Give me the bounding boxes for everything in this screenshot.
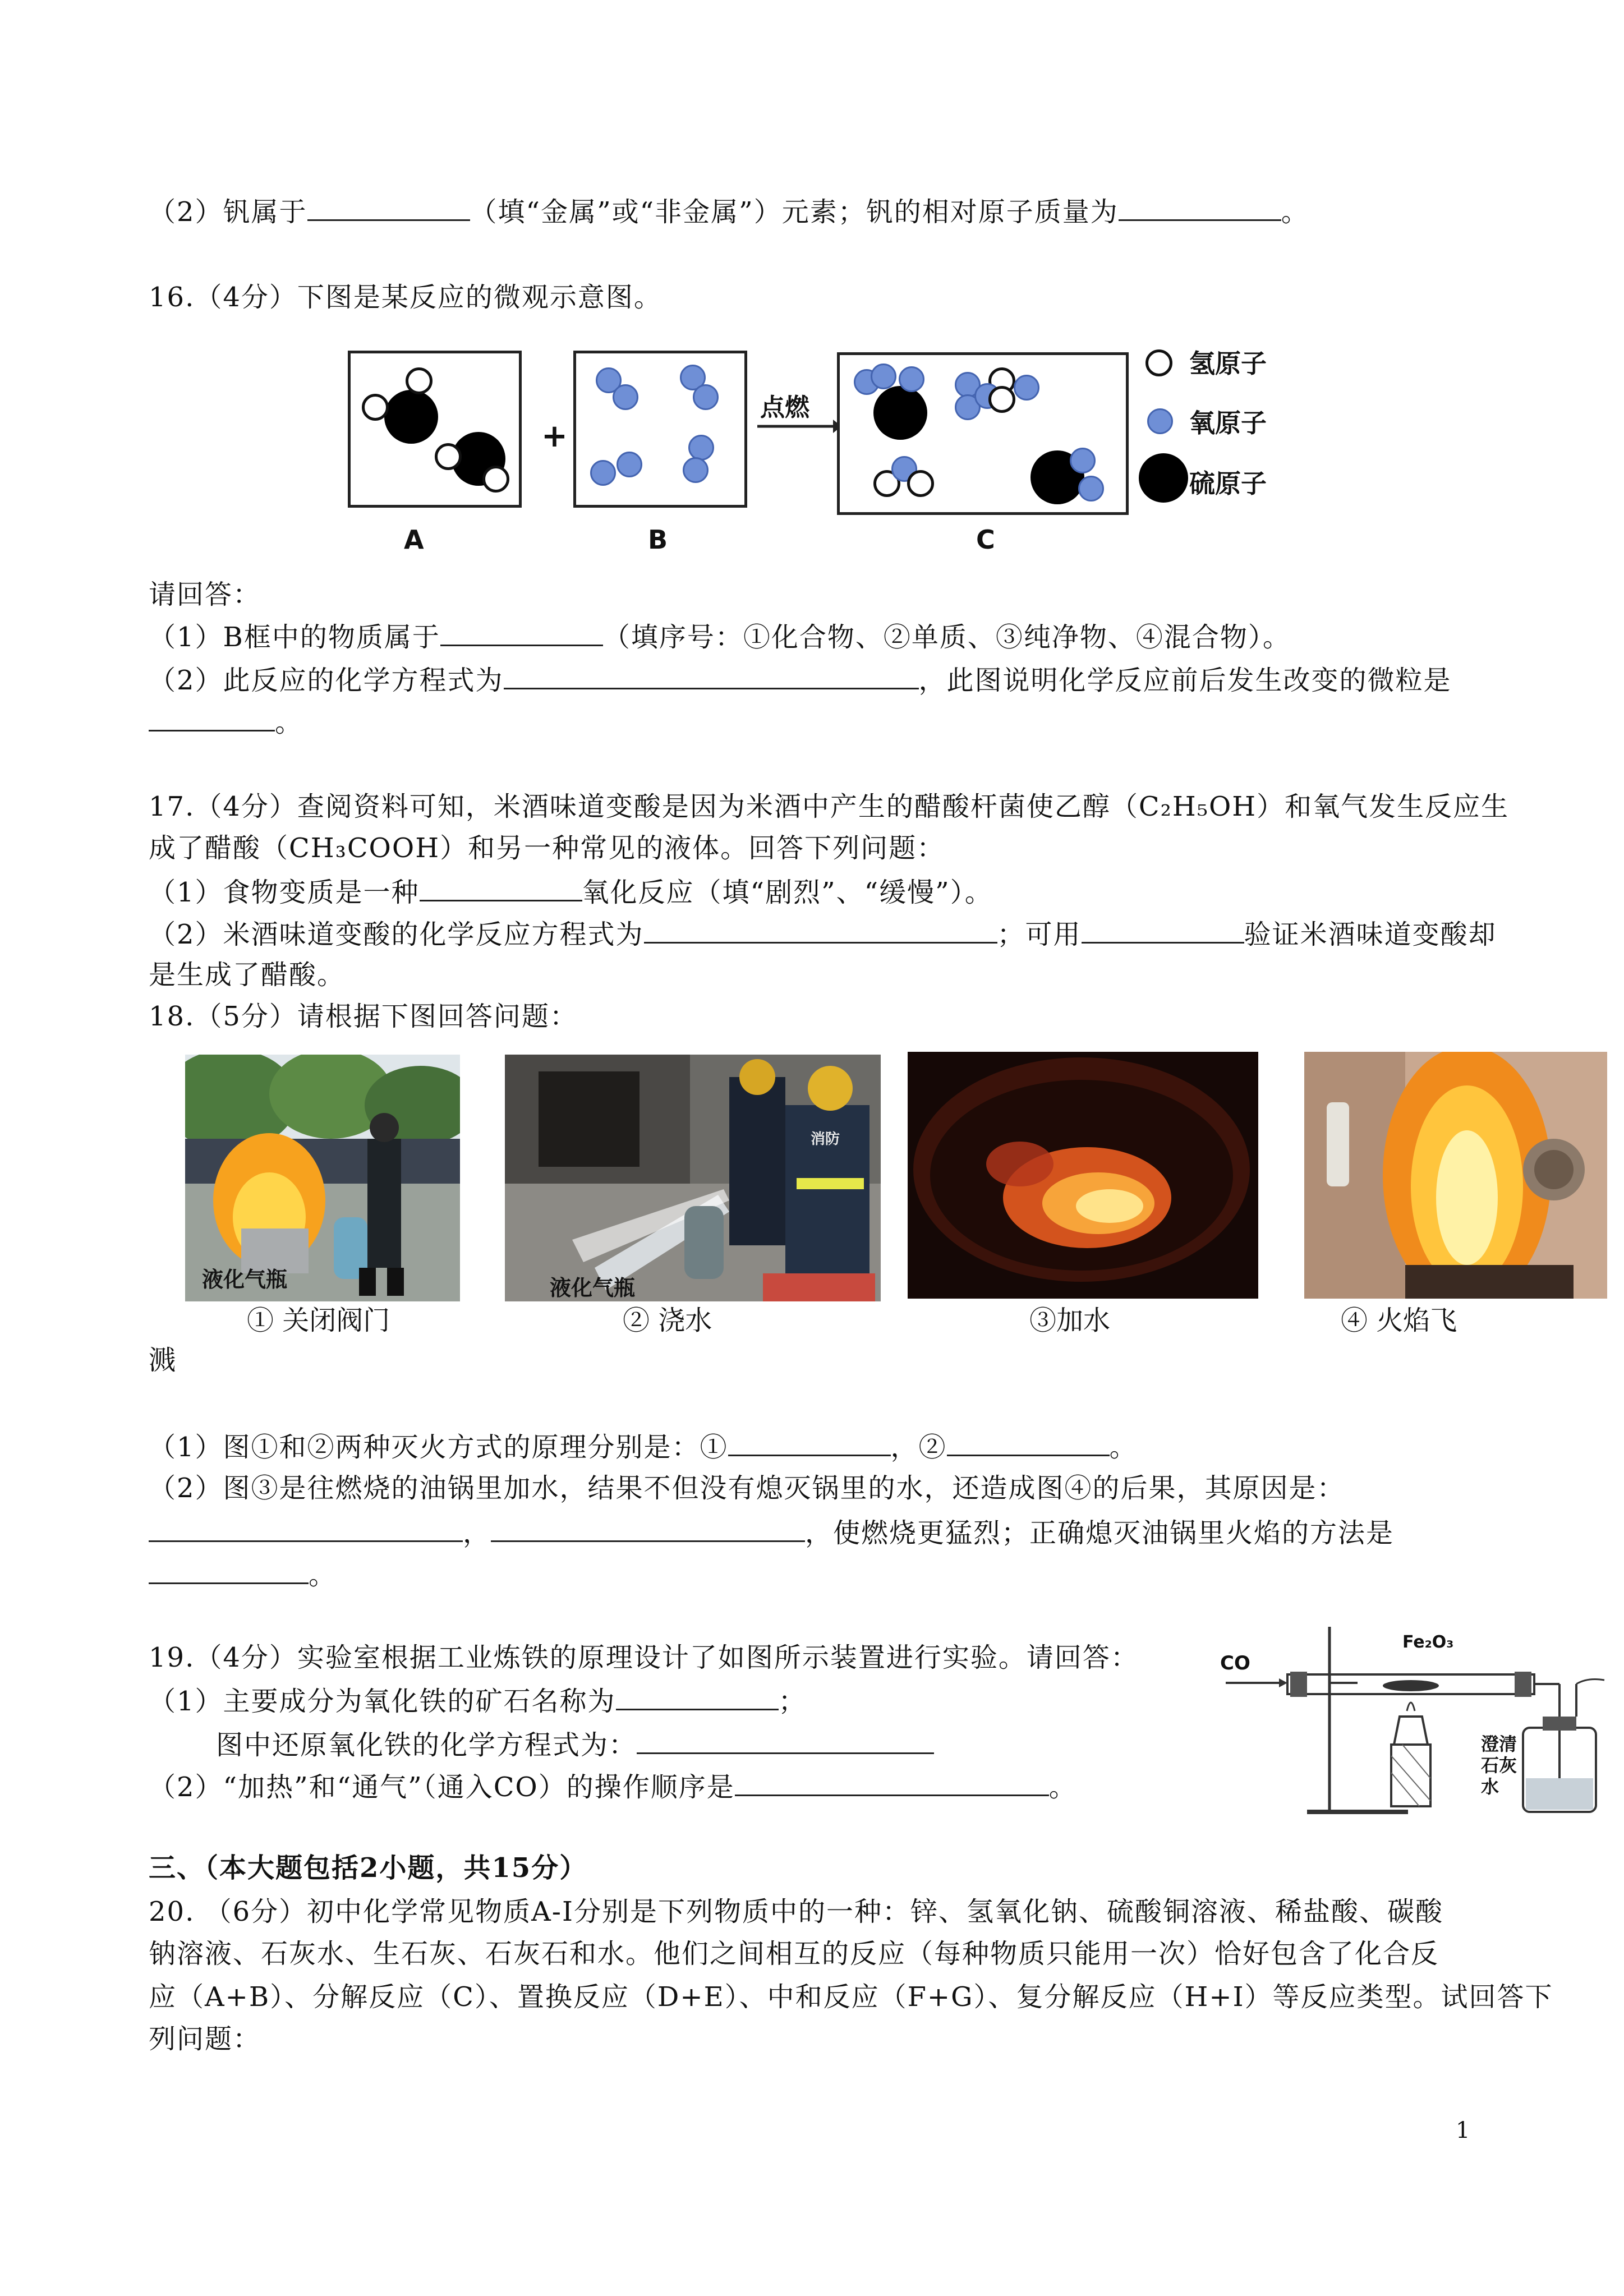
q18-title: 18.（5分）请根据下图回答问题：: [149, 1001, 578, 1032]
hydrogen-atom: [406, 367, 433, 394]
limewater-label: 澄清 石灰 水: [1481, 1733, 1517, 1797]
q19-title: 19.（4分）实验室根据工业炼铁的原理设计了如图所示装置进行实验。请回答：: [149, 1642, 1139, 1673]
q19-1-line: （1）主要成分为氧化铁的矿石名称为 ；: [149, 1683, 807, 1718]
oxygen-atom: [899, 366, 924, 392]
q18-2c-line: 。: [149, 1557, 337, 1592]
photo-close-valve: [185, 1055, 460, 1301]
q16-1-line: （1）B框中的物质属于 （填序号：①化合物、②单质、③纯净物、④混合物）。: [149, 619, 1291, 654]
oxygen-atom: [590, 460, 616, 486]
answer-blank[interactable]: [644, 916, 997, 944]
oxygen-atom: [683, 457, 709, 483]
q20-line-4: 列问题：: [149, 2023, 261, 2055]
answer-blank[interactable]: [149, 704, 275, 731]
photo-wok-fire: [908, 1052, 1258, 1299]
oxygen-atom: [871, 364, 896, 389]
q17-line-2: 成了醋酸（CH₃COOH）和另一种常见的液体。回答下列问题：: [149, 832, 945, 864]
label-b: B: [648, 524, 668, 555]
answer-blank[interactable]: [420, 874, 582, 901]
gas-cylinder-tag: 液化气瓶: [550, 1275, 636, 1300]
page-number: 1: [1456, 2118, 1470, 2143]
co-label: CO: [1220, 1652, 1250, 1674]
label-a: A: [404, 524, 424, 555]
answer-blank[interactable]: [440, 619, 603, 646]
photo-flare-up: [1304, 1052, 1607, 1299]
oxygen-atom: [693, 384, 719, 410]
box-c: [837, 352, 1129, 515]
q17-2-line: （2）米酒味道变酸的化学反应方程式为 ；可用 验证米酒味道变酸却: [149, 916, 1497, 951]
q17-line-1: 17.（4分）查阅资料可知，米酒味道变酸是因为米酒中产生的醋酸杆菌使乙醇（C₂H₅OH）和氧气发生反应生: [149, 791, 1510, 822]
q15-2-line: （2）钒属于 （填“金属”或“非金属”）元素；钒的相对原子质量为 。: [149, 194, 1309, 229]
answer-blank[interactable]: [1119, 194, 1281, 221]
hydrogen-legend-icon: [1145, 349, 1172, 376]
caption-2: ② 浇水: [623, 1305, 712, 1336]
q16-2-line: （2）此反应的化学方程式为 ，此图说明化学反应前后发生改变的微粒是: [149, 662, 1452, 697]
oxygen-atom: [1078, 476, 1104, 501]
answer-blank[interactable]: [307, 194, 470, 221]
q18-2-line: （2）图③是往燃烧的油锅里加水，结果不但没有熄灭锅里的水，还造成图④的后果，其原因是：: [149, 1473, 1345, 1504]
hydrogen-atom: [482, 466, 509, 493]
hydrogen-atom: [988, 386, 1015, 413]
answer-blank[interactable]: [149, 1515, 463, 1542]
plus-sign: +: [541, 418, 568, 454]
box-b: [573, 351, 747, 508]
q20-line-3: 应（A+B）、分解反应（C）、置换反应（D+E）、中和反应（F+G）、复分解反应（H+I）等反应类型。试回答下: [149, 1981, 1553, 2013]
iron-smelting-apparatus: [1217, 1616, 1610, 1829]
legend-sulfur: 硫原子: [1189, 468, 1267, 499]
q19-1b-line: 图中还原氧化铁的化学方程式为：: [216, 1727, 934, 1762]
answer-blank[interactable]: [728, 1429, 891, 1456]
ignite-label: 点燃: [760, 393, 809, 422]
caption-1: ① 关闭阀门: [247, 1305, 390, 1336]
q16-ask: 请回答：: [149, 579, 261, 610]
gas-cylinder-tag: 液化气瓶: [202, 1267, 288, 1292]
oxygen-legend-icon: [1147, 408, 1173, 434]
hydrogen-atom: [435, 443, 462, 470]
box-a: [348, 351, 522, 508]
oxygen-atom: [1070, 448, 1096, 473]
photo-spray-water: [505, 1055, 881, 1301]
sulfur-atom: [384, 390, 438, 444]
caption-4: ④ 火焰飞: [1341, 1305, 1457, 1336]
answer-blank[interactable]: [504, 662, 919, 689]
oxygen-atom: [1014, 375, 1039, 401]
q17-1-line: （1）食物变质是一种 氧化反应（填“剧烈”、“缓慢”）。: [149, 874, 993, 909]
q18-1-line: （1）图①和②两种灭火方式的原理分别是：① ，② 。: [149, 1429, 1138, 1464]
fe2o3-label: Fe₂O₃: [1402, 1632, 1454, 1652]
oxygen-atom: [613, 384, 638, 410]
answer-blank[interactable]: [616, 1683, 779, 1710]
hydrogen-atom: [362, 394, 389, 421]
q18-caption-continuation: 溅: [149, 1345, 177, 1376]
hydrogen-atom: [907, 470, 934, 497]
q19-2-line: （2）“加热”和“通气”（通入CO）的操作顺序是 。: [149, 1769, 1077, 1804]
q16-title: 16.（4分）下图是某反应的微观示意图。: [149, 282, 662, 313]
q18-2b-line: ， ，使燃烧更猛烈；正确熄灭油锅里火焰的方法是: [149, 1515, 1394, 1550]
legend-oxygen: 氧原子: [1189, 408, 1267, 438]
answer-blank[interactable]: [735, 1769, 1049, 1796]
answer-blank[interactable]: [1082, 916, 1244, 944]
q20-line-1: 20. （6分）初中化学常见物质A-I分别是下列物质中的一种：锌、氢氧化钠、硫酸铜溶液、稀盐酸、碳酸: [149, 1896, 1443, 1927]
q17-2b-line: 是生成了醋酸。: [149, 959, 346, 991]
sulfur-legend-icon: [1139, 453, 1188, 503]
reaction-arrow: [757, 415, 841, 438]
legend-hydrogen: 氢原子: [1189, 348, 1267, 379]
caption-3: ③加水: [1029, 1305, 1111, 1336]
sulfur-atom: [873, 386, 927, 440]
answer-blank[interactable]: [947, 1429, 1110, 1456]
q20-line-2: 钠溶液、石灰水、生石灰、石灰石和水。他们之间相互的反应（每种物质只能用一次）恰好包含了化合反: [149, 1938, 1439, 1970]
uniform-text: 消防: [811, 1131, 840, 1148]
label-c: C: [976, 524, 995, 555]
section-3-heading: 三、（本大题包括2小题，共15分）: [149, 1852, 588, 1884]
answer-blank[interactable]: [491, 1515, 805, 1542]
answer-blank[interactable]: [637, 1727, 934, 1754]
answer-blank[interactable]: [149, 1557, 309, 1584]
q16-2b-line: 。: [149, 704, 303, 739]
oxygen-atom: [688, 435, 714, 461]
oxygen-atom: [617, 452, 642, 477]
